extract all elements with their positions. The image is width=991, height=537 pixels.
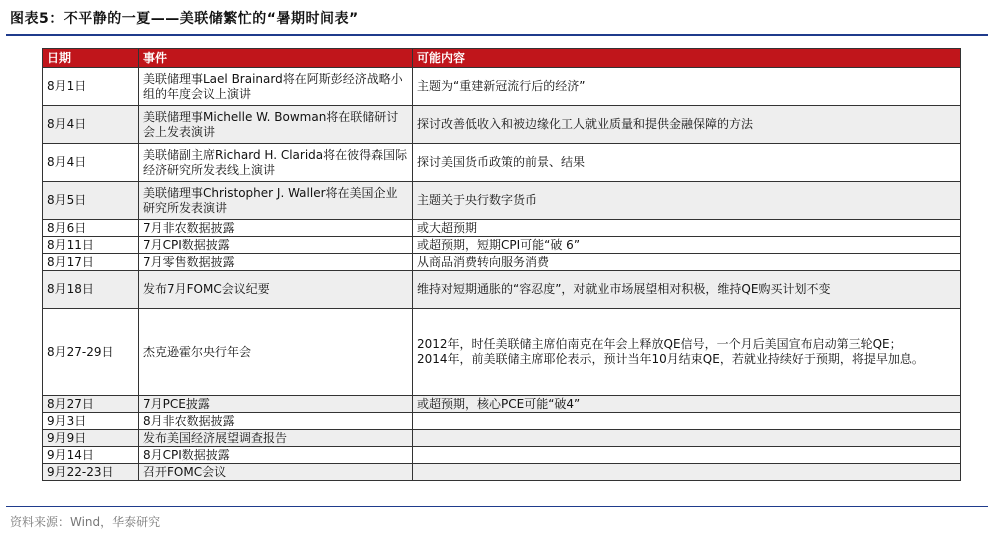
cell-date: 9月9日	[43, 430, 139, 447]
cell-date: 8月17日	[43, 254, 139, 271]
cell-event: 7月非农数据披露	[139, 220, 413, 237]
cell-content	[413, 430, 961, 447]
cell-event: 发布7月FOMC会议纪要	[139, 271, 413, 309]
column-header-date: 日期	[43, 49, 139, 68]
cell-date: 8月4日	[43, 144, 139, 182]
cell-event: 杰克逊霍尔央行年会	[139, 309, 413, 396]
cell-date: 9月3日	[43, 413, 139, 430]
cell-content: 主题为“重建新冠流行后的经济”	[413, 68, 961, 106]
cell-event: 美联储理事Michelle W. Bowman将在联储研讨会上发表演讲	[139, 106, 413, 144]
cell-event: 7月零售数据披露	[139, 254, 413, 271]
column-header-event: 事件	[139, 49, 413, 68]
cell-date: 8月18日	[43, 271, 139, 309]
cell-date: 8月27日	[43, 396, 139, 413]
table-row	[43, 271, 961, 309]
cell-event: 8月CPI数据披露	[139, 447, 413, 464]
table-row	[43, 464, 961, 481]
cell-date: 8月11日	[43, 237, 139, 254]
cell-content	[413, 447, 961, 464]
cell-content	[413, 413, 961, 430]
table-row	[43, 254, 961, 271]
source-note: 资料来源：Wind，华泰研究	[10, 515, 161, 529]
cell-content: 探讨美国货币政策的前景、结果	[413, 144, 961, 182]
cell-content: 2012年，时任美联储主席伯南克在年会上释放QE信号，一个月后美国宣布启动第三轮QE； 2014年，前美联储主席耶伦表示，预计当年10月结束QE，若就业持续好于预期，将提早加息。	[413, 309, 961, 396]
cell-date: 8月1日	[43, 68, 139, 106]
cell-date: 9月22-23日	[43, 464, 139, 481]
cell-content: 从商品消费转向服务消费	[413, 254, 961, 271]
table-body	[43, 68, 961, 481]
table-row	[43, 447, 961, 464]
cell-event: 发布美国经济展望调查报告	[139, 430, 413, 447]
cell-date: 9月14日	[43, 447, 139, 464]
column-header-content: 可能内容	[413, 49, 961, 68]
cell-content: 维持对短期通胀的“容忍度”，对就业市场展望相对积极，维持QE购买计划不变	[413, 271, 961, 309]
page-title: 图表5：不平静的一夏——美联储繁忙的“暑期时间表”	[10, 11, 359, 27]
cell-event: 召开FOMC会议	[139, 464, 413, 481]
cell-content: 或大超预期	[413, 220, 961, 237]
cell-date: 8月27-29日	[43, 309, 139, 396]
table-row	[43, 68, 961, 106]
table-header-row	[43, 49, 961, 68]
table-row	[43, 237, 961, 254]
cell-event: 美联储副主席Richard H. Clarida将在彼得森国际经济研究所发表线上演讲	[139, 144, 413, 182]
cell-event: 7月PCE披露	[139, 396, 413, 413]
table-row	[43, 144, 961, 182]
cell-event: 美联储理事Lael Brainard将在阿斯彭经济战略小组的年度会议上演讲	[139, 68, 413, 106]
cell-event: 美联储理事Christopher J. Waller将在美国企业研究所发表演讲	[139, 182, 413, 220]
table-row	[43, 309, 961, 396]
table-row	[43, 182, 961, 220]
table-row	[43, 396, 961, 413]
table-row	[43, 430, 961, 447]
schedule-table	[42, 48, 961, 481]
cell-date: 8月6日	[43, 220, 139, 237]
cell-event: 8月非农数据披露	[139, 413, 413, 430]
title-divider	[6, 34, 988, 36]
cell-content: 或超预期，短期CPI可能“破 6”	[413, 237, 961, 254]
cell-event: 7月CPI数据披露	[139, 237, 413, 254]
table-row	[43, 413, 961, 430]
table-row	[43, 220, 961, 237]
cell-date: 8月4日	[43, 106, 139, 144]
cell-content: 主题关于央行数字货币	[413, 182, 961, 220]
source-divider	[6, 506, 988, 507]
cell-date: 8月5日	[43, 182, 139, 220]
cell-content: 探讨改善低收入和被边缘化工人就业质量和提供金融保障的方法	[413, 106, 961, 144]
cell-content	[413, 464, 961, 481]
cell-content: 或超预期，核心PCE可能“破4”	[413, 396, 961, 413]
table-row	[43, 106, 961, 144]
